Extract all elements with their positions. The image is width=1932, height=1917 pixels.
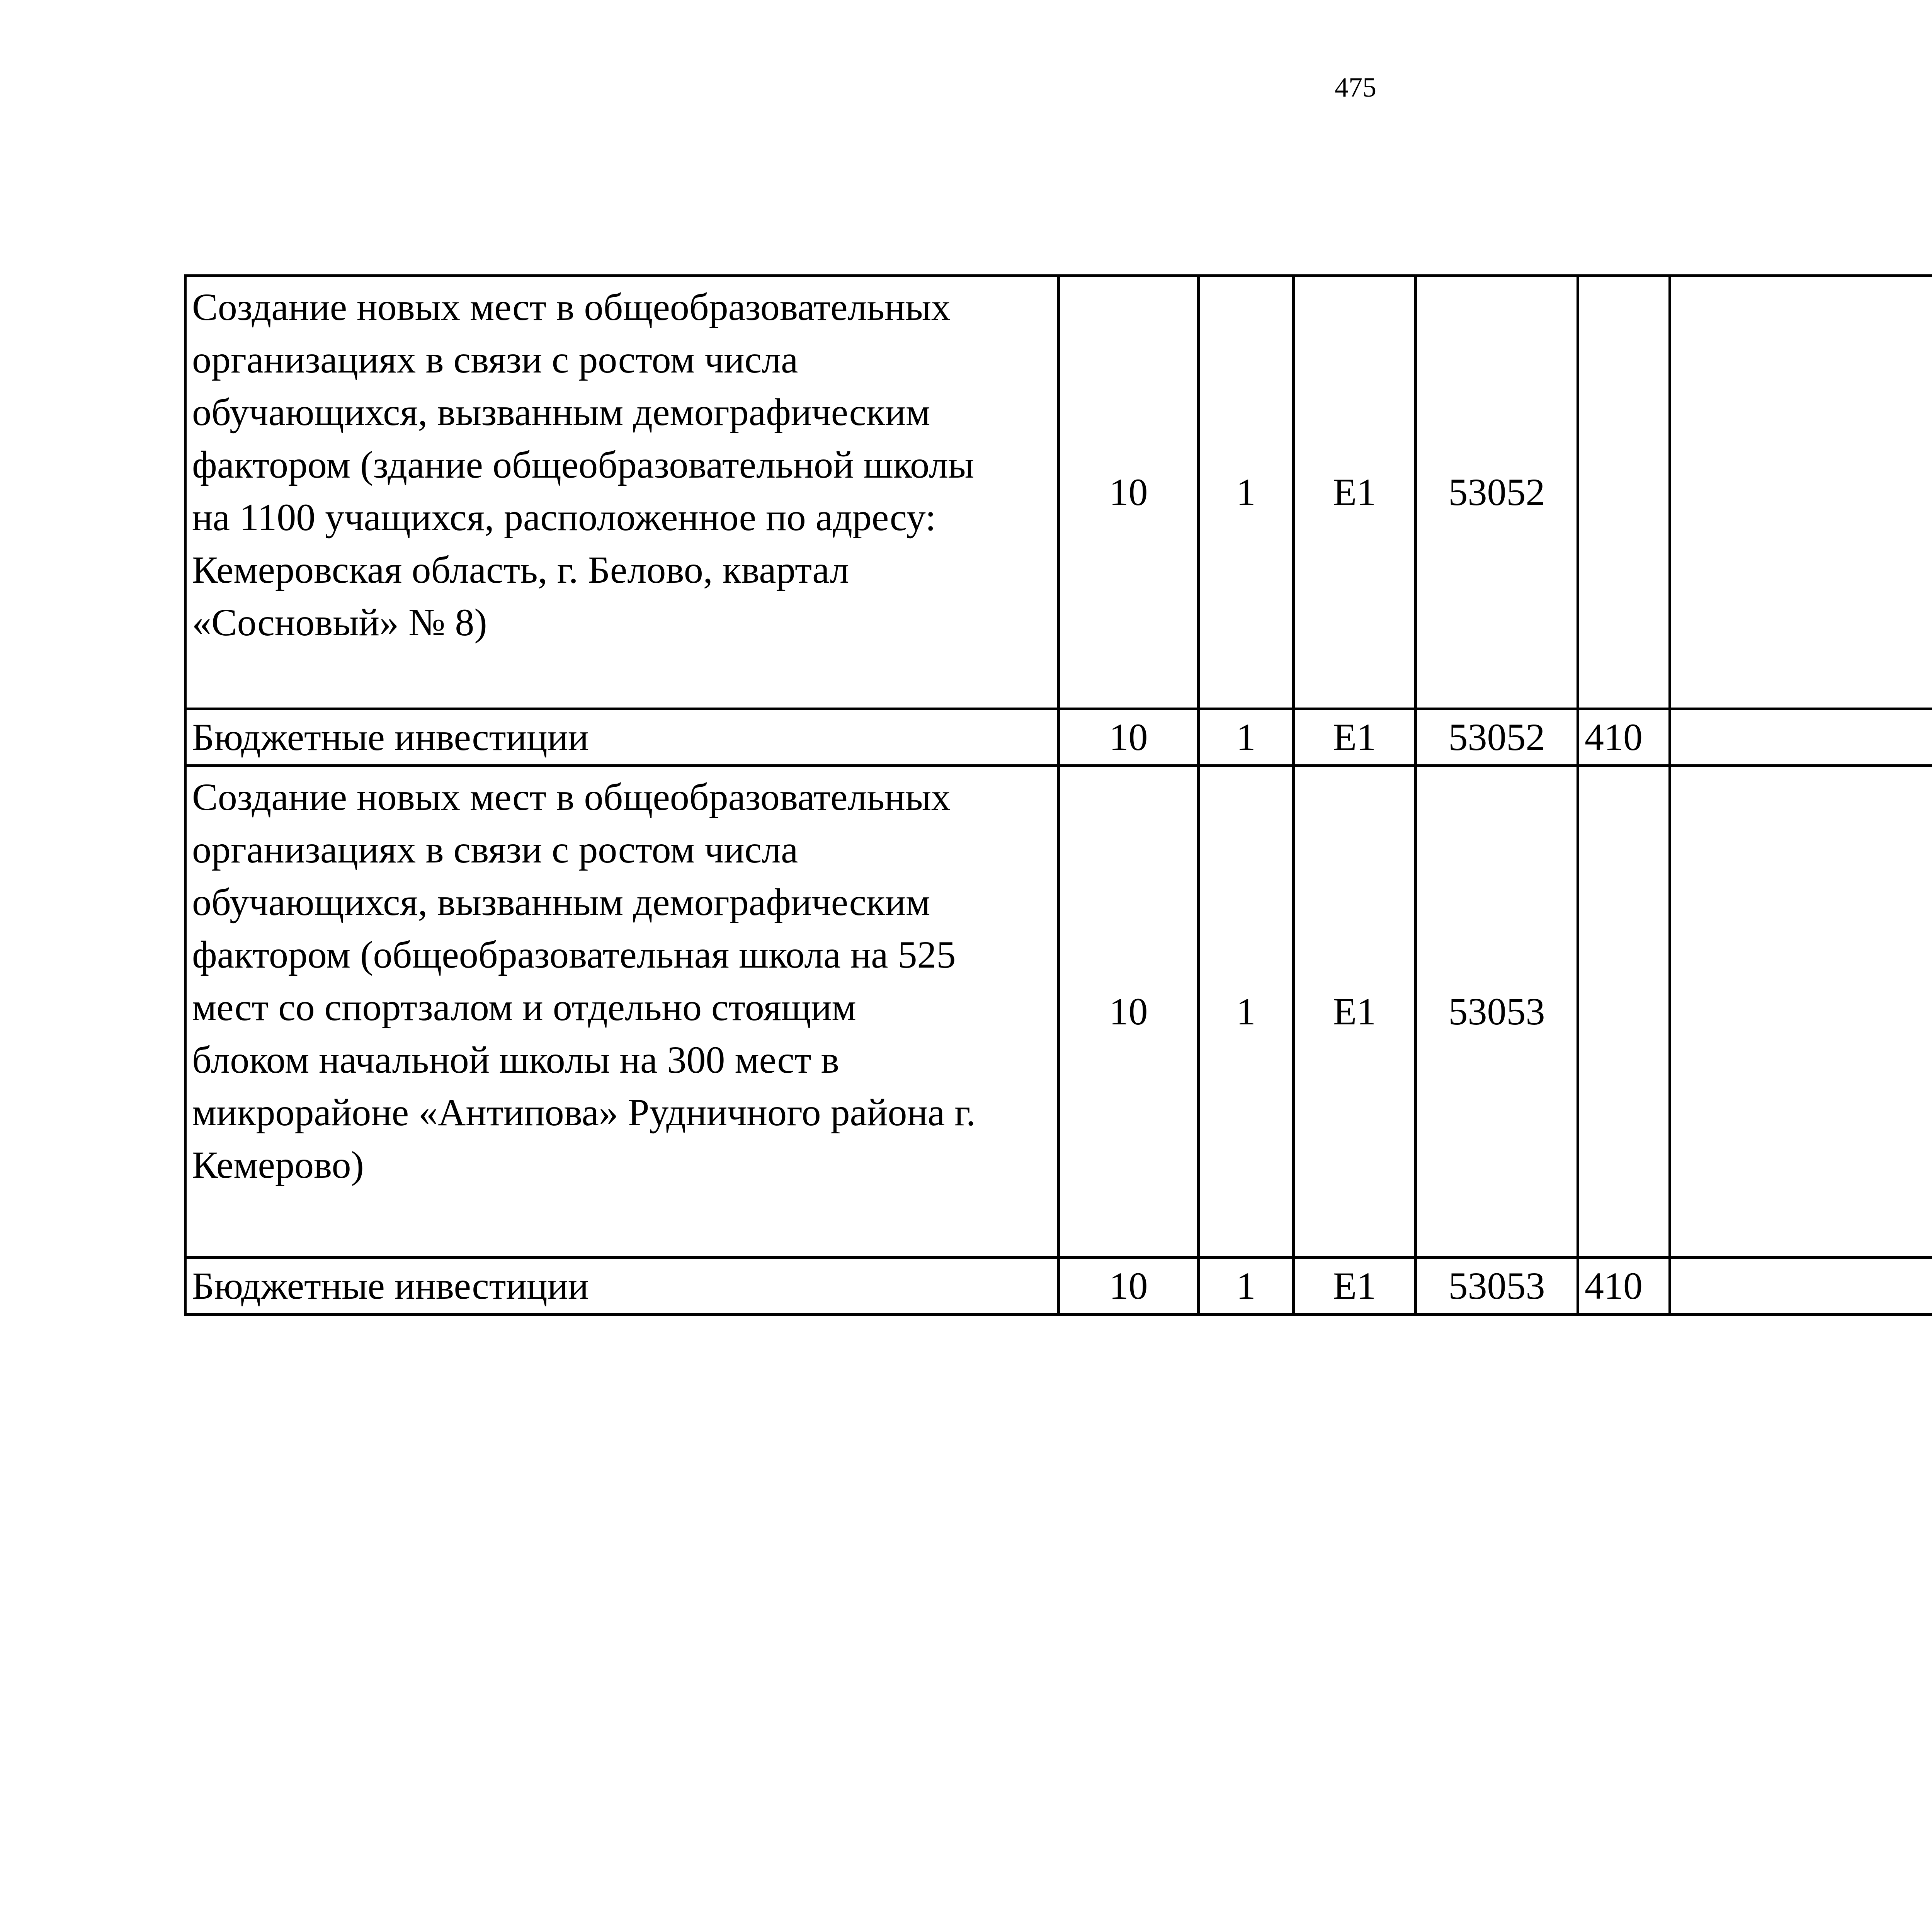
amount-cell-1 bbox=[1670, 1258, 1932, 1315]
project-code-cell: E1 bbox=[1294, 276, 1416, 709]
section-code-cell: 10 bbox=[1059, 766, 1199, 1258]
target-code-cell: 53053 bbox=[1416, 1258, 1578, 1315]
description-line: Создание новых мест в общеобразовательных bbox=[192, 286, 951, 328]
table-row bbox=[185, 1258, 1932, 1315]
description-cell bbox=[185, 276, 1059, 709]
description-line: Кемерово) bbox=[192, 1143, 364, 1186]
project-code-cell: E1 bbox=[1294, 766, 1416, 1258]
table-row bbox=[185, 276, 1932, 709]
description-line: «Сосновый» № 8) bbox=[192, 601, 487, 644]
page-number: 475 bbox=[1335, 72, 1376, 103]
description-cell bbox=[185, 766, 1059, 1258]
target-code-cell: 53052 bbox=[1416, 709, 1578, 766]
description-cell: Бюджетные инвестиции bbox=[185, 1258, 1059, 1315]
budget-table bbox=[184, 274, 1932, 1316]
amount-cell-1 bbox=[1670, 276, 1932, 709]
description-line: фактором (общеобразовательная школа на 525 bbox=[192, 933, 956, 976]
description-line: мест со спортзалом и отдельно стоящим bbox=[192, 986, 856, 1029]
subsection-code-cell: 1 bbox=[1199, 1258, 1294, 1315]
subsection-code-cell: 1 bbox=[1199, 766, 1294, 1258]
description-line: обучающихся, вызванным демографическим bbox=[192, 881, 930, 924]
expense-type-cell: 410 bbox=[1578, 709, 1670, 766]
description-line: организациях в связи с ростом числа bbox=[192, 828, 798, 871]
description-line: Создание новых мест в общеобразовательных bbox=[192, 776, 951, 818]
description-line: микрорайоне «Антипова» Рудничного района г. bbox=[192, 1091, 976, 1134]
table-row bbox=[185, 766, 1932, 1258]
description-line: обучающихся, вызванным демографическим bbox=[192, 391, 930, 434]
section-code-cell: 10 bbox=[1059, 709, 1199, 766]
amount-cell-1 bbox=[1670, 709, 1932, 766]
section-code-cell: 10 bbox=[1059, 276, 1199, 709]
target-code-cell: 53053 bbox=[1416, 766, 1578, 1258]
description-cell: Бюджетные инвестиции bbox=[185, 709, 1059, 766]
amount-cell-1 bbox=[1670, 766, 1932, 1258]
description-line: Кемеровская область, г. Белово, квартал bbox=[192, 548, 849, 591]
target-code-cell: 53052 bbox=[1416, 276, 1578, 709]
subsection-code-cell: 1 bbox=[1199, 709, 1294, 766]
description-line: фактором (здание общеобразовательной школы bbox=[192, 443, 974, 486]
description-line: организациях в связи с ростом числа bbox=[192, 338, 798, 381]
project-code-cell: E1 bbox=[1294, 709, 1416, 766]
section-code-cell: 10 bbox=[1059, 1258, 1199, 1315]
project-code-cell: E1 bbox=[1294, 1258, 1416, 1315]
expense-type-cell bbox=[1578, 276, 1670, 709]
expense-type-cell bbox=[1578, 766, 1670, 1258]
description-line: на 1100 учащихся, расположенное по адресу: bbox=[192, 496, 936, 539]
table-row bbox=[185, 709, 1932, 766]
description-line: блоком начальной школы на 300 мест в bbox=[192, 1038, 839, 1081]
expense-type-cell: 410 bbox=[1578, 1258, 1670, 1315]
subsection-code-cell: 1 bbox=[1199, 276, 1294, 709]
